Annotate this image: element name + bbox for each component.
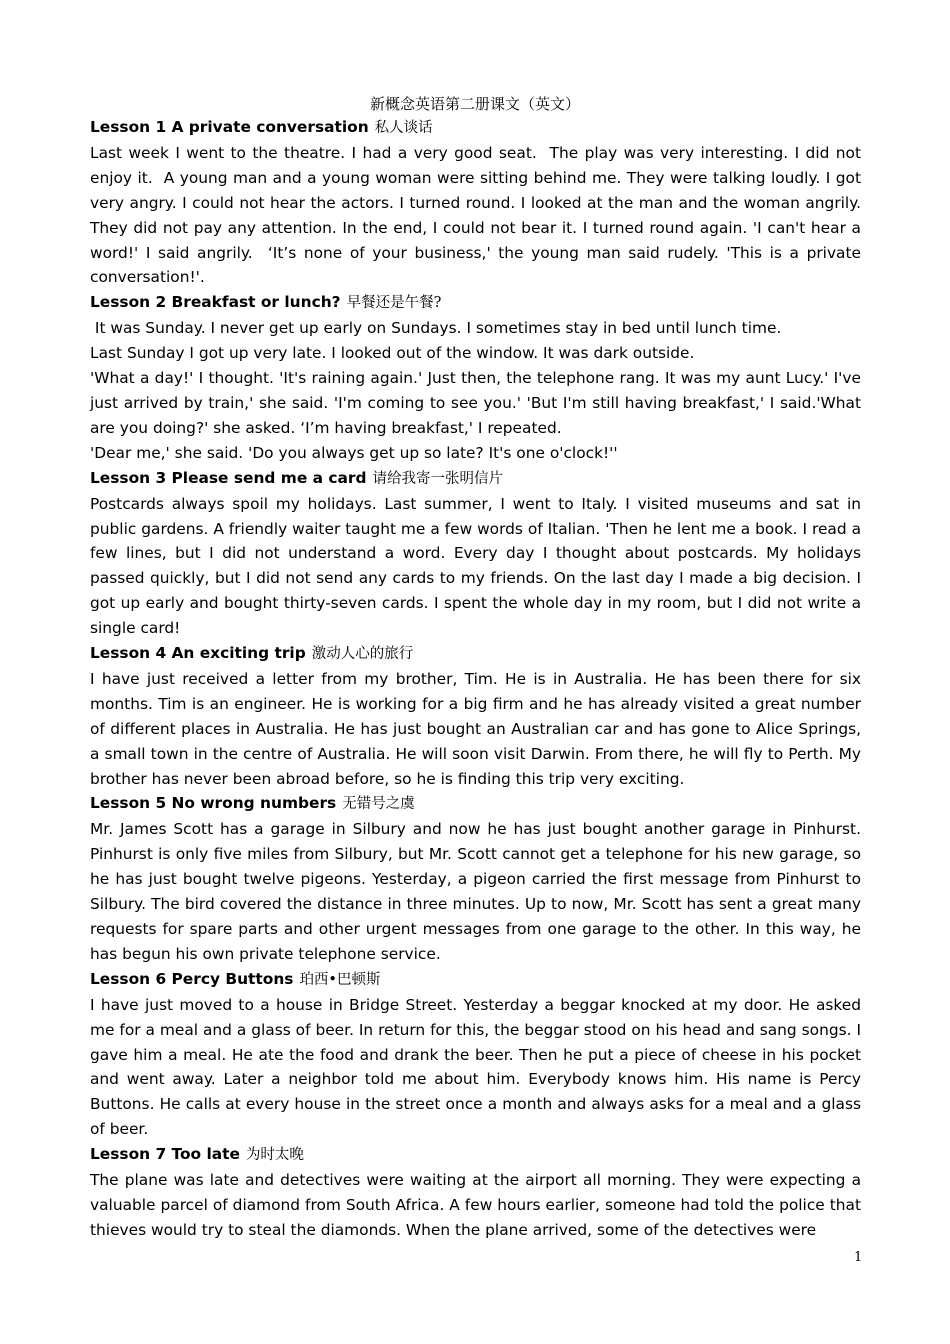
- lesson-title-chinese: 珀西•巴顿斯: [299, 971, 381, 988]
- lesson-text-line: It was Sunday. I never get up early on Sundays. I sometimes stay in bed until lunch time.: [90, 319, 782, 338]
- lesson-text: I have just received a letter from my brother, Tim. He is in Australia. He has been there for six months. Tim is an engineer. He is working for a big firm and he has already visited a great number of different places in Australia. He has just bought an Australian car and has gone to Alice Springs, a small town in the centre of Australia. He will soon visit Darwin. From there, he will fly to Perth. My brother has never been abroad before, so he is finding this trip very exciting.: [90, 669, 866, 788]
- lesson-text-line: 'Dear me,' she said. 'Do you always get up so late? It's one o'clock!'': [90, 443, 618, 462]
- document-body: [90, 115, 866, 1243]
- lesson-text-line: Last Sunday I got up very late. I looked out of the window. It was dark outside.: [90, 344, 695, 363]
- lesson-title: Lesson 2 Breakfast or lunch?: [90, 293, 341, 312]
- lesson-title: Lesson 3 Please send me a card: [90, 468, 367, 487]
- lesson-1: [90, 115, 866, 290]
- lesson-text: Postcards always spoil my holidays. Last summer, I went to Italy. I visited museums and sat in public gardens. A friendly waiter taught me a few words of Italian. 'Then he lent me a book. I read a few lines, but I did not understand a word. Every day I thought about postcards. My holidays passed quickly, but I did not send any cards to my friends. On the last day I made a big decision. I got up early and bought thirty-seven cards. I spent the whole day in my room, but I did not write a single card!: [90, 494, 866, 638]
- lesson-text: Mr. James Scott has a garage in Silbury and now he has just bought another garage in Pinhurst. Pinhurst is only five miles from Silbury, but Mr. Scott cannot get a telephone for his new garage, so he has just bought twelve pigeons. Yesterday, a pigeon carried the first message from Pinhurst to Silbury. The bird covered the distance in three minutes. Up to now, Mr. Scott has sent a great many requests for spare parts and other urgent messages from one garage to the other. In this way, he has begun his own private telephone service.: [90, 820, 866, 963]
- lesson-title-chinese: 激动人心的旅行: [311, 646, 414, 663]
- lesson-heading: [90, 115, 861, 141]
- lesson-title: Lesson 7 Too late: [90, 1145, 240, 1164]
- lesson-4: [90, 641, 866, 791]
- lesson-heading: [90, 1142, 861, 1168]
- lesson-text: 'What a day!' I thought. 'It's raining again.' Just then, the telephone rang. It was my aunt Lucy.' I've just arrived by train,' she said. 'I'm coming to see you.' 'But I'm still having breakfast,' I said.'What are you doing?' she asked. ‘I’m having breakfast,' I repeated.: [90, 369, 866, 437]
- document-title: 新概念英语第二册课文（英文）: [369, 95, 580, 113]
- lesson-heading: [90, 641, 861, 667]
- lesson-text: I have just moved to a house in Bridge Street. Yesterday a beggar knocked at my door. He asked me for a meal and a glass of beer. In return for this, the beggar stood on his head and sang songs. I gave him a meal. He ate the food and drank the beer. Then he put a piece of cheese in his pocket and went away. Later a neighbor told me about him. Everybody knows him. His name is Percy Buttons. He calls at every house in the street once a month and always asks for a meal and a glass of beer.: [90, 995, 866, 1139]
- lesson-title-chinese: 私人谈话: [374, 120, 433, 136]
- lesson-heading: [90, 967, 861, 993]
- lesson-5: [90, 791, 866, 966]
- lesson-3: [90, 466, 866, 641]
- lesson-title-chinese: 早餐还是午餐?: [346, 295, 442, 312]
- lesson-title-chinese: 为时太晚: [245, 1147, 304, 1164]
- lesson-heading: [90, 466, 861, 492]
- lesson-6: [90, 967, 866, 1142]
- lesson-title: Lesson 6 Percy Buttons: [90, 969, 294, 988]
- lesson-heading: [90, 791, 861, 817]
- lesson-7: [90, 1142, 866, 1243]
- lesson-title-chinese: 无错号之虞: [342, 796, 415, 813]
- lesson-title: Lesson 5 No wrong numbers: [90, 794, 337, 813]
- lesson-heading: [90, 290, 861, 316]
- lesson-title: Lesson 4 An exciting trip: [90, 644, 306, 663]
- page-number: 1: [854, 1250, 863, 1265]
- lesson-text: Last week I went to the theatre. I had a very good seat. The play was very interesting. I did not enjoy it. A young man and a young woman were sitting behind me. They were talking loudly. I got very angry. I could not hear the actors. I turned round. I looked at the man and the woman angrily. They did not pay any attention. In the end, I could not bear it. I turned round again. 'I can't hear a word!' I said angrily. ‘It’s none of your business,' the young man said rudely. 'This is a private conversation!'.: [90, 143, 866, 287]
- lesson-text: The plane was late and detectives were waiting at the airport all morning. They were expecting a valuable parcel of diamond from South Africa. A few hours earlier, someone had told the police that thieves would try to steal the diamonds. When the plane arrived, some of the detectives were: [90, 1171, 866, 1239]
- lesson-2: [90, 290, 866, 465]
- lesson-title-chinese: 请给我寄一张明信片: [372, 470, 503, 487]
- lesson-title: Lesson 1 A private conversation: [90, 118, 369, 136]
